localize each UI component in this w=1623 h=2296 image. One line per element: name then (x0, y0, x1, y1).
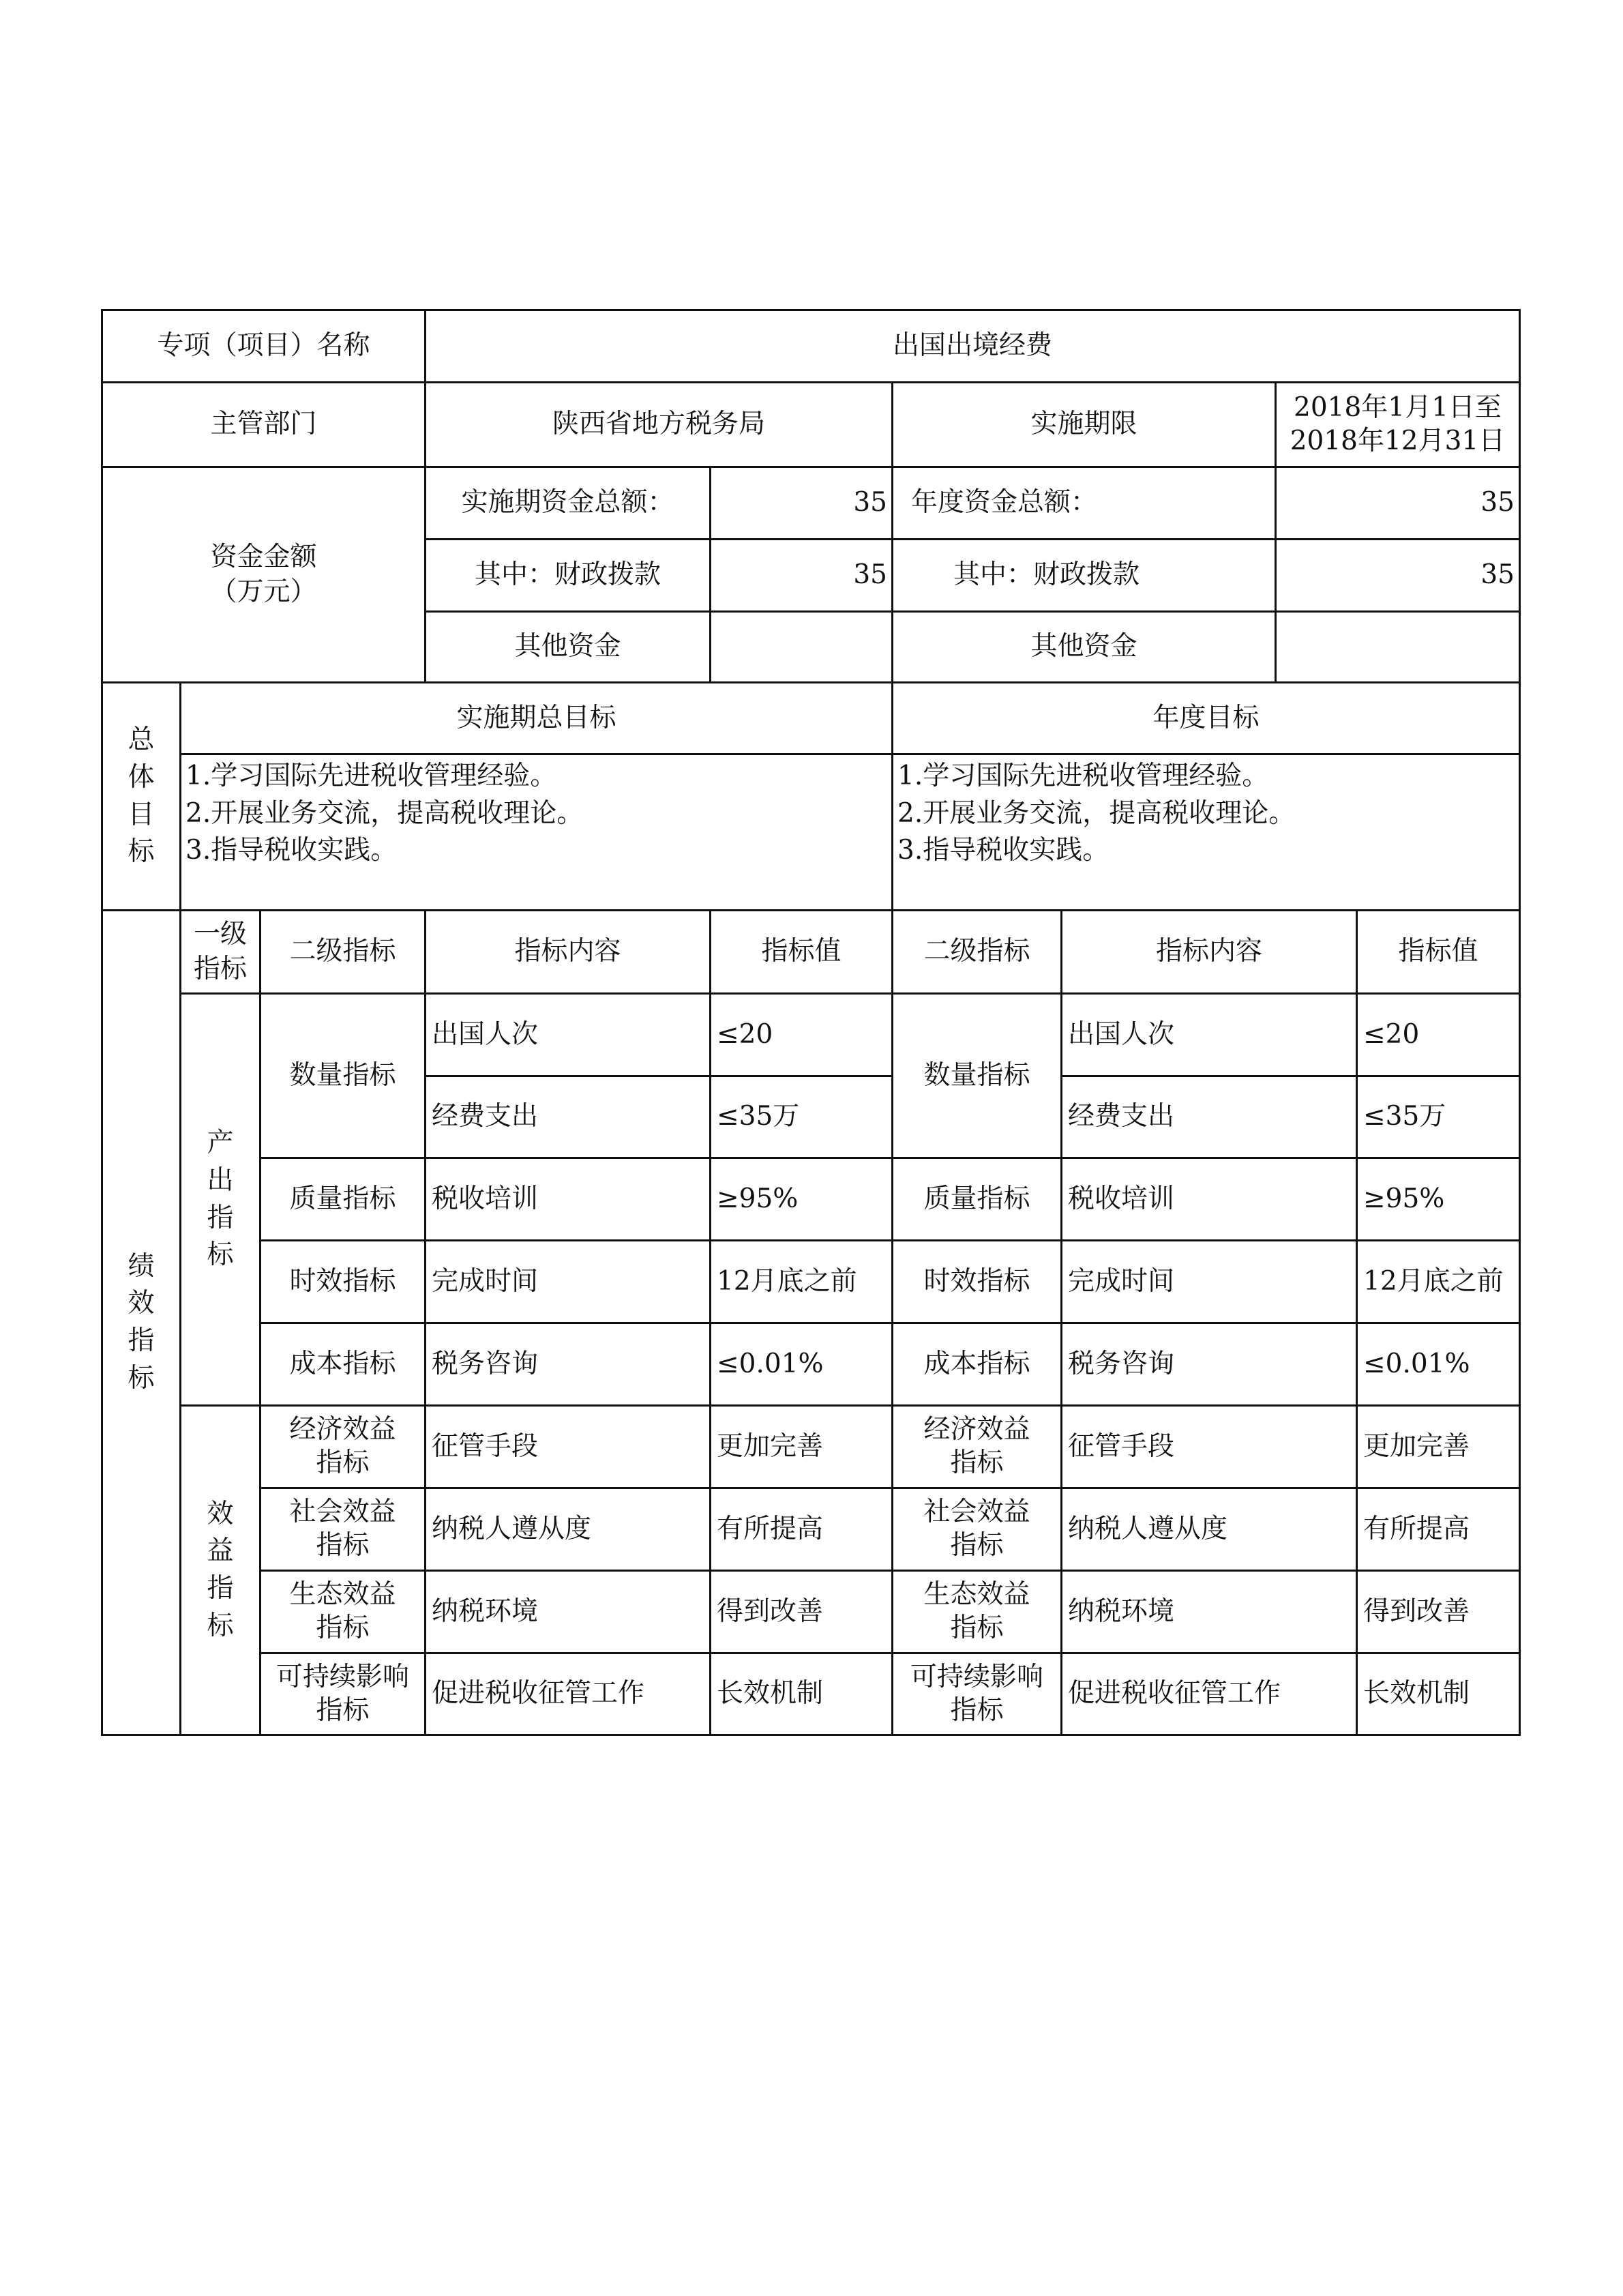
economic-label-line2: 指标 (316, 1447, 370, 1478)
period-fiscal-label: 其中：财政拨款 (424, 538, 711, 613)
economic-value-b: 更加完善 (1356, 1404, 1521, 1489)
social-label-line2: 指标 (316, 1530, 370, 1561)
quality-content-b: 税收培训 (1060, 1157, 1358, 1241)
sustainable-label (259, 1652, 426, 1736)
economic-content-b: 征管手段 (1060, 1404, 1358, 1489)
period-other-label: 其他资金 (424, 610, 711, 683)
economic-label-b-line1: 经济效益 (923, 1414, 1030, 1445)
ecological-label-line2: 指标 (316, 1613, 370, 1643)
economic-label-line1: 经济效益 (289, 1414, 396, 1445)
social-content-b: 纳税人遵从度 (1060, 1487, 1358, 1572)
project-name-label: 专项（项目）名称 (101, 309, 426, 383)
sustainable-value-b: 长效机制 (1356, 1652, 1521, 1736)
sustainable-label-b-line2: 指标 (950, 1694, 1004, 1726)
social-value-b: 有所提高 (1356, 1487, 1521, 1572)
quality-value: ≥95% (709, 1157, 893, 1241)
annual-total-value: 35 (1275, 466, 1521, 540)
social-label-b-line2: 指标 (950, 1530, 1004, 1561)
cost-content: 税务咨询 (424, 1322, 711, 1407)
period-fiscal-value: 35 (709, 538, 893, 613)
period-goal-item: 2.开展业务交流，提高税收理论。 (185, 797, 584, 829)
period-goal-header: 实施期总目标 (179, 681, 893, 755)
output-indicators-label-text: 产出指标 (207, 1128, 234, 1271)
quantity-content-1-b: 出国人次 (1060, 992, 1358, 1077)
quantity-value-1: ≤20 (709, 992, 893, 1077)
quantity-value-2-b: ≤35万 (1356, 1075, 1521, 1159)
header-content: 指标内容 (424, 909, 711, 995)
social-label-b (891, 1487, 1062, 1572)
timeliness-label-b: 时效指标 (891, 1239, 1062, 1324)
quality-value-b: ≥95% (1356, 1157, 1521, 1241)
period-goal-content (179, 753, 893, 911)
annual-other-label: 其他资金 (891, 610, 1277, 683)
social-label (259, 1487, 426, 1572)
performance-section-label (101, 909, 181, 1736)
annual-total-label: 年度资金总额： (891, 466, 1277, 540)
goals-section-label (101, 681, 181, 911)
project-name-value: 出国出境经费 (424, 309, 1521, 383)
period-value (1275, 381, 1521, 468)
header-level2: 二级指标 (259, 909, 426, 995)
funds-label (101, 466, 426, 683)
annual-fiscal-value: 35 (1275, 538, 1521, 613)
sustainable-content: 促进税收征管工作 (424, 1652, 711, 1736)
header-content-b: 指标内容 (1060, 909, 1358, 995)
period-total-value: 35 (709, 466, 893, 540)
timeliness-label: 时效指标 (259, 1239, 426, 1324)
period-goal-item: 3.指导税收实践。 (185, 835, 398, 866)
cost-label-b: 成本指标 (891, 1322, 1062, 1407)
annual-goal-item: 3.指导税收实践。 (897, 835, 1110, 866)
quality-label: 质量指标 (259, 1157, 426, 1241)
sustainable-value: 长效机制 (709, 1652, 893, 1736)
timeliness-value-b: 12月底之前 (1356, 1239, 1521, 1324)
header-level1-text: 一级指标 (193, 918, 247, 984)
economic-value: 更加完善 (709, 1404, 893, 1489)
header-level2-b: 二级指标 (891, 909, 1062, 995)
annual-goal-item: 1.学习国际先进税收管理经验。 (897, 761, 1269, 791)
period-goal-item: 1.学习国际先进税收管理经验。 (185, 761, 557, 791)
quantity-value-1-b: ≤20 (1356, 992, 1521, 1077)
period-other-value (709, 610, 893, 683)
quantity-content-1: 出国人次 (424, 992, 711, 1077)
ecological-value: 得到改善 (709, 1570, 893, 1654)
social-label-b-line1: 社会效益 (923, 1497, 1030, 1528)
timeliness-content-b: 完成时间 (1060, 1239, 1358, 1324)
quantity-content-2-b: 经费支出 (1060, 1075, 1358, 1159)
sustainable-label-b-line1: 可持续影响 (910, 1661, 1043, 1692)
timeliness-value: 12月底之前 (709, 1239, 893, 1324)
timeliness-content: 完成时间 (424, 1239, 711, 1324)
header-level1 (179, 909, 261, 995)
benefit-indicators-label (179, 1404, 261, 1736)
benefit-indicators-label-text: 效益指标 (207, 1498, 234, 1641)
header-value-b: 指标值 (1356, 909, 1521, 995)
performance-section-label-text: 绩效指标 (128, 1250, 155, 1394)
ecological-content: 纳税环境 (424, 1570, 711, 1654)
quality-label-b: 质量指标 (891, 1157, 1062, 1241)
dept-label: 主管部门 (101, 381, 426, 468)
performance-target-table (101, 309, 1521, 1736)
annual-goal-item: 2.开展业务交流，提高税收理论。 (897, 797, 1296, 829)
annual-goal-content (891, 753, 1521, 911)
economic-label (259, 1404, 426, 1489)
header-value: 指标值 (709, 909, 893, 995)
ecological-content-b: 纳税环境 (1060, 1570, 1358, 1654)
funds-label-line1: 资金金额 (210, 541, 317, 572)
period-label: 实施期限 (891, 381, 1277, 468)
quantity-value-2: ≤35万 (709, 1075, 893, 1159)
ecological-label-b (891, 1570, 1062, 1654)
quantity-label: 数量指标 (259, 992, 426, 1159)
quantity-content-2: 经费支出 (424, 1075, 711, 1159)
social-label-line1: 社会效益 (289, 1497, 396, 1528)
economic-label-b-line2: 指标 (950, 1447, 1004, 1478)
economic-label-b (891, 1404, 1062, 1489)
ecological-label-b-line2: 指标 (950, 1613, 1004, 1643)
cost-value-b: ≤0.01% (1356, 1322, 1521, 1407)
cost-content-b: 税务咨询 (1060, 1322, 1358, 1407)
social-value: 有所提高 (709, 1487, 893, 1572)
ecological-label-b-line1: 生态效益 (923, 1579, 1030, 1610)
dept-value: 陕西省地方税务局 (424, 381, 893, 468)
sustainable-label-b (891, 1652, 1062, 1736)
output-indicators-label (179, 992, 261, 1407)
ecological-label (259, 1570, 426, 1654)
sustainable-content-b: 促进税收征管工作 (1060, 1652, 1358, 1736)
annual-fiscal-label: 其中：财政拨款 (891, 538, 1277, 613)
social-content: 纳税人遵从度 (424, 1487, 711, 1572)
quality-content: 税收培训 (424, 1157, 711, 1241)
goals-section-label-text: 总体目标 (128, 724, 155, 868)
period-value-line1: 2018年1月1日至 (1294, 392, 1502, 423)
period-value-line2: 2018年12月31日 (1290, 425, 1506, 456)
funds-label-line2: （万元） (210, 576, 317, 607)
ecological-label-line1: 生态效益 (289, 1579, 396, 1610)
annual-other-value (1275, 610, 1521, 683)
economic-content: 征管手段 (424, 1404, 711, 1489)
quantity-label-b: 数量指标 (891, 992, 1062, 1159)
cost-label: 成本指标 (259, 1322, 426, 1407)
period-total-label: 实施期资金总额： (424, 466, 711, 540)
ecological-value-b: 得到改善 (1356, 1570, 1521, 1654)
cost-value: ≤0.01% (709, 1322, 893, 1407)
sustainable-label-line2: 指标 (316, 1694, 370, 1726)
sustainable-label-line1: 可持续影响 (276, 1661, 409, 1692)
annual-goal-header: 年度目标 (891, 681, 1521, 755)
